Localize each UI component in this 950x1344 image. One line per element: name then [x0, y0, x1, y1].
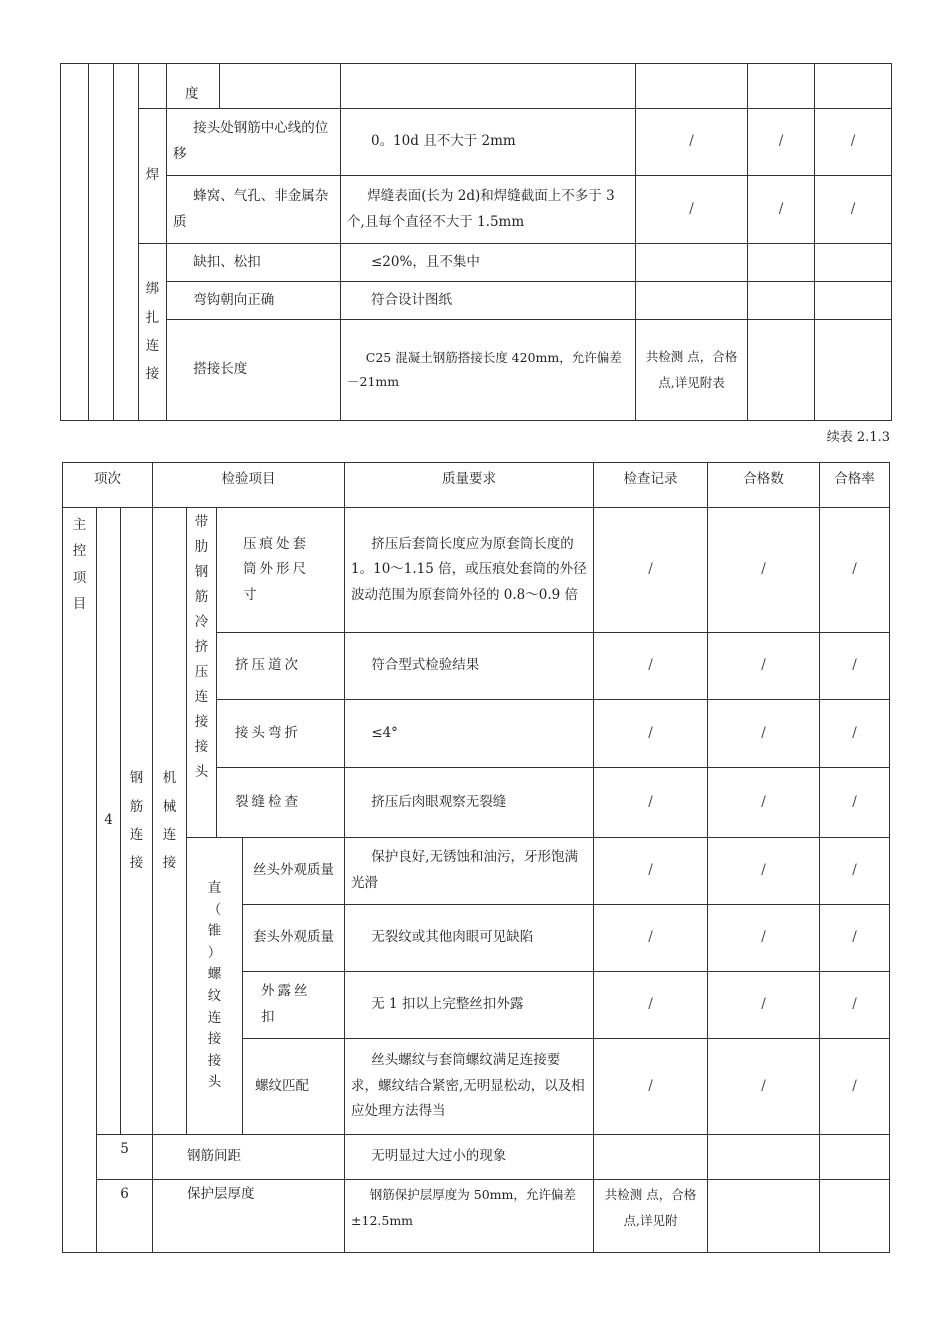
- gangjin-char: 筋: [129, 798, 144, 815]
- bind-char: 扎: [145, 309, 160, 326]
- item-number-4: 4: [97, 508, 121, 1135]
- inspection-table-main: [62, 462, 890, 1253]
- main-control-label: [63, 508, 97, 1253]
- item-weld-defects: 蜂窝、气孔、非金属杂质: [167, 176, 341, 244]
- zx-char: 直: [207, 880, 222, 897]
- item-rebar-spacing: 钢筋间距: [153, 1135, 345, 1180]
- req-joint-bend: ≤4°: [345, 700, 594, 768]
- count-extrusion-passes: /: [708, 633, 820, 700]
- req-weld-offset: 0。10d 且不大于 2mm: [341, 109, 636, 176]
- rate-lap-length: [815, 320, 892, 421]
- dl-char: 冷: [194, 613, 209, 630]
- count-thread-head-quality: /: [708, 838, 820, 905]
- rec-thread-head-quality: /: [594, 838, 708, 905]
- dl-char: 带: [194, 514, 209, 530]
- item-lap-length: 搭接长度: [167, 320, 341, 421]
- item-hook-direction: 弯钩朝向正确: [167, 282, 341, 320]
- dl-char: 压: [194, 663, 209, 680]
- req-rebar-spacing: 无明显过大过小的现象: [345, 1135, 594, 1180]
- req-thread-match: 丝头螺纹与套筒螺纹满足连接要求，螺纹结合紧密,无明显松动，以及相应处理方法得当: [345, 1039, 594, 1135]
- req-lap-length: C25 混凝土钢筋搭接长度 420mm，允许偏差－21mm: [341, 320, 636, 421]
- bind-char: 连: [145, 338, 160, 354]
- item-number-6: 6: [97, 1180, 153, 1253]
- count-exposed-thread: /: [708, 972, 820, 1039]
- header-pass-count: 合格数: [708, 463, 820, 508]
- rec-blank: [636, 64, 748, 109]
- item-exposed-thread: 外露丝扣: [243, 972, 345, 1039]
- rate-rebar-spacing: [820, 1135, 890, 1180]
- item-degree: 度: [167, 64, 220, 109]
- rec-rebar-spacing: [594, 1135, 708, 1180]
- count-indent-size: /: [708, 508, 820, 633]
- req-crack-check: 挤压后肉眼观察无裂缝: [345, 768, 594, 838]
- count-rebar-spacing: [708, 1135, 820, 1180]
- count-weld-defects: /: [748, 176, 815, 244]
- req-exposed-thread: 无 1 扣以上完整丝扣外露: [345, 972, 594, 1039]
- rate-sleeve-quality: /: [820, 905, 890, 972]
- rate-cover-thickness: [820, 1180, 890, 1253]
- zx-char: 锥: [207, 923, 222, 940]
- dl-char: 钢: [194, 563, 209, 580]
- zx-char: 螺: [207, 966, 222, 983]
- item-loose-buckle: 缺扣、松扣: [167, 244, 341, 282]
- dl-char: 接: [194, 713, 209, 730]
- req-sleeve-quality: 无裂纹或其他肉眼可见缺陷: [345, 905, 594, 972]
- bind-char: 接: [145, 366, 160, 383]
- dl-char: 连: [194, 688, 209, 705]
- thread-connection-label: [187, 838, 243, 1135]
- zx-char: （: [207, 901, 222, 918]
- rate-thread-match: /: [820, 1039, 890, 1135]
- main-char: 目: [72, 595, 87, 612]
- header-item-no: 项次: [63, 463, 153, 508]
- count-cover-thickness: [708, 1180, 820, 1253]
- gangjin-char: 钢: [129, 770, 144, 787]
- weld-label: 焊: [139, 109, 167, 244]
- rate-weld-offset: /: [815, 109, 892, 176]
- rate-exposed-thread: /: [820, 972, 890, 1039]
- count-lap-length: [748, 320, 815, 421]
- main-char: 控: [72, 543, 87, 560]
- zx-char: ）: [207, 944, 222, 961]
- req-loose-buckle: ≤20%，且不集中: [341, 244, 636, 282]
- rate-loose-buckle: [815, 244, 892, 282]
- cold-extrusion-label: [187, 508, 217, 838]
- zx-char: 接: [207, 1031, 222, 1048]
- count-joint-bend: /: [708, 700, 820, 768]
- col-d-top: [139, 64, 167, 109]
- table-caption: 续表 2.1.3: [826, 430, 890, 445]
- rate-crack-check: /: [820, 768, 890, 838]
- rec-exposed-thread: /: [594, 972, 708, 1039]
- rate-hook-direction: [815, 282, 892, 320]
- count-crack-check: /: [708, 768, 820, 838]
- gangjin-char: 连: [129, 827, 144, 843]
- rate-indent-size: /: [820, 508, 890, 633]
- dl-char: 筋: [194, 588, 209, 605]
- rate-weld-defects: /: [815, 176, 892, 244]
- col-a: [61, 64, 89, 421]
- count-hook-direction: [748, 282, 815, 320]
- rec-cover-thickness: 共检测 点，合格 点,详见附: [594, 1180, 708, 1253]
- req-thread-head-quality: 保护良好,无锈蚀和油污，牙形饱满光滑: [345, 838, 594, 905]
- rec-crack-check: /: [594, 768, 708, 838]
- rec-sleeve-quality: /: [594, 905, 708, 972]
- req-weld-defects: 焊缝表面(长为 2d)和焊缝截面上不多于 3 个,且每个直径不大于 1.5mm: [341, 176, 636, 244]
- req-blank: [341, 64, 636, 109]
- item-crack-check: 裂缝检查: [217, 768, 345, 838]
- count-blank: [748, 64, 815, 109]
- jixie-char: 连: [162, 827, 177, 843]
- col-c: [114, 64, 139, 421]
- bind-connection-label: [139, 244, 167, 421]
- dl-char: 头: [194, 763, 209, 780]
- item-weld-offset: 接头处钢筋中心线的位移: [167, 109, 341, 176]
- zx-char: 连: [207, 1009, 222, 1026]
- rec-weld-defects: /: [636, 176, 748, 244]
- rec-thread-match: /: [594, 1039, 708, 1135]
- col-b: [89, 64, 114, 421]
- gangjin-char: 接: [129, 855, 144, 872]
- req-extrusion-passes: 符合型式检验结果: [345, 633, 594, 700]
- item-cover-thickness: 保护层厚度: [153, 1180, 345, 1253]
- zx-char: 头: [207, 1074, 222, 1091]
- rate-thread-head-quality: /: [820, 838, 890, 905]
- mechanical-connection-label: [153, 508, 187, 1135]
- rate-blank: [815, 64, 892, 109]
- req-indent-size: 挤压后套筒长度应为原套筒长度的 1。10～1.15 倍，或压痕处套筒的外径波动范围为原套筒外径的 0.8～0.9 倍: [345, 508, 594, 633]
- dl-char: 挤: [194, 638, 209, 655]
- dl-char: 肋: [194, 538, 209, 555]
- req-hook-direction: 符合设计图纸: [341, 282, 636, 320]
- item-joint-bend: 接头弯折: [217, 700, 345, 768]
- rec-joint-bend: /: [594, 700, 708, 768]
- zx-char: 接: [207, 1052, 222, 1069]
- bind-char: 绑: [145, 281, 160, 298]
- main-char: 项: [72, 569, 87, 586]
- item-indent-size: 压痕处套筒外形尺寸: [217, 508, 345, 633]
- rate-extrusion-passes: /: [820, 633, 890, 700]
- rec-loose-buckle: [636, 244, 748, 282]
- dl-char: 接: [194, 738, 209, 755]
- rebar-connection-label: [121, 508, 153, 1135]
- header-pass-rate: 合格率: [820, 463, 890, 508]
- jixie-char: 接: [162, 855, 177, 872]
- count-weld-offset: /: [748, 109, 815, 176]
- jixie-char: 械: [162, 798, 177, 815]
- item-thread-head-quality: 丝头外观质量: [243, 838, 345, 905]
- item-sleeve-quality: 套头外观质量: [243, 905, 345, 972]
- rec-extrusion-passes: /: [594, 633, 708, 700]
- count-thread-match: /: [708, 1039, 820, 1135]
- rec-indent-size: /: [594, 508, 708, 633]
- count-sleeve-quality: /: [708, 905, 820, 972]
- header-inspection-item: 检验项目: [153, 463, 345, 508]
- item-thread-match: 螺纹匹配: [243, 1039, 345, 1135]
- header-check-record: 检查记录: [594, 463, 708, 508]
- item-extrusion-passes: 挤压道次: [217, 633, 345, 700]
- rec-weld-offset: /: [636, 109, 748, 176]
- jixie-char: 机: [162, 770, 177, 787]
- rec-lap-length: 共检测 点，合格 点,详见附表: [636, 320, 748, 421]
- rec-hook-direction: [636, 282, 748, 320]
- req-cover-thickness: 钢筋保护层厚度为 50mm，允许偏差±12.5mm: [345, 1180, 594, 1253]
- rate-joint-bend: /: [820, 700, 890, 768]
- inspection-table-top: [60, 63, 892, 421]
- header-quality-req: 质量要求: [345, 463, 594, 508]
- main-char: 主: [72, 517, 87, 533]
- item-number-5: 5: [97, 1135, 153, 1180]
- zx-char: 纹: [207, 988, 222, 1004]
- count-loose-buckle: [748, 244, 815, 282]
- blank-cell: [220, 64, 341, 109]
